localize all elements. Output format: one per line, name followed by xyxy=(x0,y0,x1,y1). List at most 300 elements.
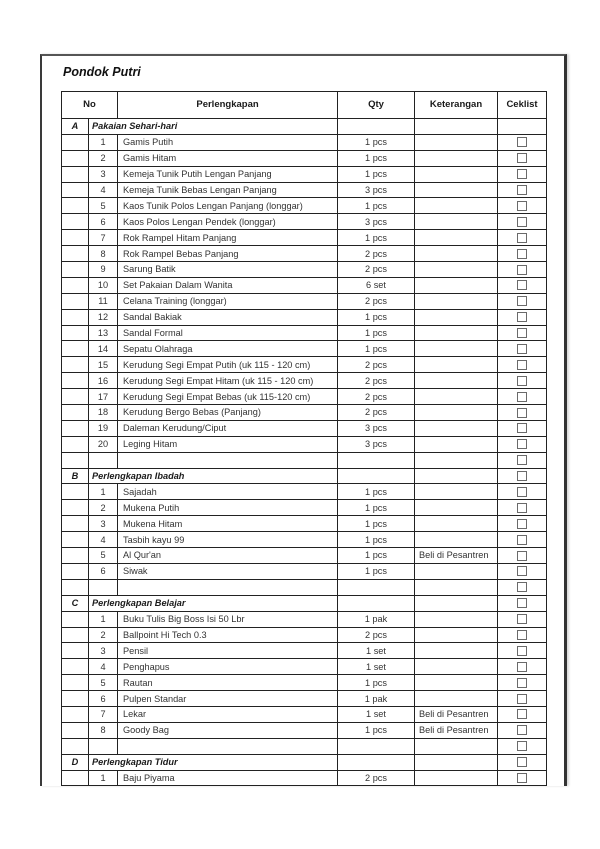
item-checkbox[interactable] xyxy=(517,709,527,719)
blank-cell xyxy=(62,262,89,278)
table-row xyxy=(62,357,547,373)
item-checkbox[interactable] xyxy=(517,439,527,449)
item-note xyxy=(415,436,498,452)
item-number: 19 xyxy=(89,420,118,436)
item-number: 4 xyxy=(89,532,118,548)
item-name: Rautan xyxy=(118,675,338,691)
table-row xyxy=(62,691,547,707)
item-note xyxy=(415,516,498,532)
header-qty: Qty xyxy=(338,92,415,119)
item-number: 2 xyxy=(89,500,118,516)
item-name: Ballpoint Hi Tech 0.3 xyxy=(118,627,338,643)
item-checkbox[interactable] xyxy=(517,423,527,433)
ceklist-cell xyxy=(498,595,547,611)
item-name: Buku Tulis Big Boss Isi 50 Lbr xyxy=(118,611,338,627)
item-name: Sajadah xyxy=(118,484,338,500)
ceklist-cell xyxy=(498,579,547,595)
table-row xyxy=(62,706,547,722)
item-checkbox[interactable] xyxy=(517,694,527,704)
section-letter: B xyxy=(62,468,89,484)
item-qty: 1 pcs xyxy=(338,675,415,691)
empty-cell xyxy=(338,452,415,468)
empty-cell xyxy=(338,579,415,595)
blank-cell xyxy=(62,722,89,738)
item-qty: 3 pcs xyxy=(338,436,415,452)
item-name: Gamis Hitam xyxy=(118,150,338,166)
ceklist-cell xyxy=(498,675,547,691)
item-number: 9 xyxy=(89,262,118,278)
blank-cell xyxy=(62,532,89,548)
item-checkbox[interactable] xyxy=(517,614,527,624)
item-number: 10 xyxy=(89,277,118,293)
table-row xyxy=(62,548,547,564)
empty-row xyxy=(62,738,547,754)
item-note xyxy=(415,373,498,389)
blank-cell xyxy=(62,675,89,691)
ceklist-cell xyxy=(498,468,547,484)
item-checkbox[interactable] xyxy=(517,519,527,529)
item-qty: 1 pcs xyxy=(338,325,415,341)
item-note xyxy=(415,246,498,262)
blank-cell xyxy=(62,198,89,214)
item-qty: 1 pcs xyxy=(338,134,415,150)
blank-cell xyxy=(62,500,89,516)
table-body xyxy=(62,119,547,786)
empty-cell xyxy=(415,579,498,595)
table-row xyxy=(62,611,547,627)
item-checkbox[interactable] xyxy=(517,296,527,306)
note-cell xyxy=(415,595,498,611)
item-number: 14 xyxy=(89,341,118,357)
item-number: 4 xyxy=(89,182,118,198)
item-checkbox[interactable] xyxy=(517,328,527,338)
item-note xyxy=(415,627,498,643)
blank-cell xyxy=(62,325,89,341)
ceklist-cell xyxy=(498,277,547,293)
item-qty: 2 pcs xyxy=(338,389,415,405)
ceklist-cell xyxy=(498,659,547,675)
section-header-row xyxy=(62,119,547,135)
table-row xyxy=(62,770,547,786)
item-name: Siwak xyxy=(118,563,338,579)
ceklist-cell xyxy=(498,325,547,341)
item-name: Sandal Bakiak xyxy=(118,309,338,325)
blank-cell xyxy=(62,516,89,532)
blank-cell xyxy=(62,706,89,722)
item-checkbox[interactable] xyxy=(517,725,527,735)
blank-cell xyxy=(62,373,89,389)
item-name: Sandal Formal xyxy=(118,325,338,341)
item-qty: 2 pcs xyxy=(338,627,415,643)
item-qty: 1 pcs xyxy=(338,230,415,246)
item-qty: 1 pcs xyxy=(338,166,415,182)
item-checkbox[interactable] xyxy=(517,566,527,576)
empty-cell xyxy=(89,738,118,754)
ceklist-cell xyxy=(498,262,547,278)
note-cell xyxy=(415,754,498,770)
item-checkbox[interactable] xyxy=(517,201,527,211)
empty-row xyxy=(62,579,547,595)
blank-cell xyxy=(62,357,89,373)
table-row xyxy=(62,675,547,691)
item-qty: 3 pcs xyxy=(338,214,415,230)
item-note xyxy=(415,389,498,405)
item-qty: 2 pcs xyxy=(338,405,415,421)
item-checkbox[interactable] xyxy=(517,535,527,545)
empty-row-checkbox[interactable] xyxy=(517,582,527,592)
empty-cell xyxy=(62,579,89,595)
item-checkbox[interactable] xyxy=(517,249,527,259)
item-checkbox[interactable] xyxy=(517,169,527,179)
table-row xyxy=(62,150,547,166)
item-number: 3 xyxy=(89,643,118,659)
empty-cell xyxy=(338,738,415,754)
item-qty: 1 pcs xyxy=(338,198,415,214)
ceklist-cell xyxy=(498,627,547,643)
item-note: Beli di Pesantren xyxy=(415,548,498,564)
item-qty: 2 pcs xyxy=(338,770,415,786)
item-note xyxy=(415,262,498,278)
table-row xyxy=(62,230,547,246)
table-row xyxy=(62,166,547,182)
item-number: 4 xyxy=(89,659,118,675)
item-note xyxy=(415,420,498,436)
ceklist-cell xyxy=(498,691,547,707)
ceklist-cell xyxy=(498,373,547,389)
item-note xyxy=(415,357,498,373)
table-row xyxy=(62,563,547,579)
item-name: Gamis Putih xyxy=(118,134,338,150)
item-number: 8 xyxy=(89,246,118,262)
item-name: Rok Rampel Bebas Panjang xyxy=(118,246,338,262)
item-number: 15 xyxy=(89,357,118,373)
table-row xyxy=(62,246,547,262)
item-qty: 2 pcs xyxy=(338,293,415,309)
item-number: 3 xyxy=(89,516,118,532)
table-row xyxy=(62,198,547,214)
empty-row-checkbox[interactable] xyxy=(517,455,527,465)
table-row xyxy=(62,516,547,532)
item-checkbox[interactable] xyxy=(517,217,527,227)
blank-cell xyxy=(62,484,89,500)
blank-cell xyxy=(62,230,89,246)
item-note xyxy=(415,659,498,675)
item-note xyxy=(415,563,498,579)
item-qty: 1 pcs xyxy=(338,150,415,166)
item-checkbox[interactable] xyxy=(517,487,527,497)
item-note xyxy=(415,293,498,309)
item-number: 1 xyxy=(89,770,118,786)
item-checkbox[interactable] xyxy=(517,408,527,418)
item-qty: 1 pcs xyxy=(338,722,415,738)
item-number: 6 xyxy=(89,214,118,230)
header-check: Ceklist xyxy=(498,92,547,119)
item-checkbox[interactable] xyxy=(517,646,527,656)
item-name: Sarung Batik xyxy=(118,262,338,278)
item-checkbox[interactable] xyxy=(517,153,527,163)
item-qty: 1 pcs xyxy=(338,516,415,532)
ceklist-cell xyxy=(498,309,547,325)
section-checkbox[interactable] xyxy=(517,757,527,767)
item-number: 6 xyxy=(89,691,118,707)
ceklist-cell xyxy=(498,563,547,579)
item-number: 8 xyxy=(89,722,118,738)
table-header-row xyxy=(62,92,547,119)
ceklist-cell xyxy=(498,246,547,262)
item-number: 11 xyxy=(89,293,118,309)
empty-cell xyxy=(89,452,118,468)
ceklist-cell xyxy=(498,341,547,357)
empty-cell xyxy=(118,738,338,754)
item-name: Mukena Hitam xyxy=(118,516,338,532)
ceklist-cell xyxy=(498,405,547,421)
document-title: Pondok Putri xyxy=(63,65,141,79)
ceklist-cell xyxy=(498,198,547,214)
item-note xyxy=(415,277,498,293)
table-row xyxy=(62,436,547,452)
ceklist-cell xyxy=(498,532,547,548)
blank-cell xyxy=(62,405,89,421)
ceklist-cell xyxy=(498,770,547,786)
empty-cell xyxy=(415,452,498,468)
item-number: 16 xyxy=(89,373,118,389)
item-number: 5 xyxy=(89,198,118,214)
item-qty: 1 set xyxy=(338,643,415,659)
item-number: 1 xyxy=(89,611,118,627)
item-name: Set Pakaian Dalam Wanita xyxy=(118,277,338,293)
item-name: Daleman Kerudung/Ciput xyxy=(118,420,338,436)
header-no: No xyxy=(62,92,118,119)
ceklist-cell xyxy=(498,611,547,627)
item-number: 6 xyxy=(89,563,118,579)
table-row xyxy=(62,405,547,421)
item-checkbox[interactable] xyxy=(517,137,527,147)
ceklist-cell xyxy=(498,548,547,564)
header-item: Perlengkapan xyxy=(118,92,338,119)
item-qty: 3 pcs xyxy=(338,182,415,198)
item-qty: 1 set xyxy=(338,659,415,675)
item-name: Penghapus xyxy=(118,659,338,675)
ceklist-cell xyxy=(498,293,547,309)
table-row xyxy=(62,373,547,389)
blank-cell xyxy=(62,389,89,405)
item-checkbox[interactable] xyxy=(517,773,527,783)
item-qty: 3 pcs xyxy=(338,420,415,436)
item-name: Celana Training (longgar) xyxy=(118,293,338,309)
item-checkbox[interactable] xyxy=(517,233,527,243)
item-name: Lekar xyxy=(118,706,338,722)
item-checkbox[interactable] xyxy=(517,678,527,688)
section-letter: C xyxy=(62,595,89,611)
empty-cell xyxy=(62,452,89,468)
blank-cell xyxy=(62,770,89,786)
empty-cell xyxy=(118,452,338,468)
table-row xyxy=(62,182,547,198)
item-note xyxy=(415,182,498,198)
item-checkbox[interactable] xyxy=(517,185,527,195)
table-row xyxy=(62,341,547,357)
item-checkbox[interactable] xyxy=(517,503,527,513)
qty-cell xyxy=(338,595,415,611)
table-row xyxy=(62,134,547,150)
checklist-table xyxy=(61,91,547,786)
item-qty: 1 pcs xyxy=(338,484,415,500)
item-note xyxy=(415,675,498,691)
item-checkbox[interactable] xyxy=(517,551,527,561)
item-note xyxy=(415,341,498,357)
item-note: Beli di Pesantren xyxy=(415,722,498,738)
blank-cell xyxy=(62,166,89,182)
item-name: Kerudung Segi Empat Bebas (uk 115-120 cm) xyxy=(118,389,338,405)
item-number: 20 xyxy=(89,436,118,452)
table-row xyxy=(62,420,547,436)
item-note xyxy=(415,198,498,214)
item-number: 1 xyxy=(89,134,118,150)
item-note xyxy=(415,643,498,659)
qty-cell xyxy=(338,119,415,135)
header-note: Keterangan xyxy=(415,92,498,119)
item-number: 13 xyxy=(89,325,118,341)
item-name: Kerudung Bergo Bebas (Panjang) xyxy=(118,405,338,421)
item-note: Beli di Pesantren xyxy=(415,706,498,722)
item-name: Al Qur'an xyxy=(118,548,338,564)
item-number: 2 xyxy=(89,627,118,643)
item-qty: 2 pcs xyxy=(338,373,415,389)
item-name: Leging Hitam xyxy=(118,436,338,452)
item-note xyxy=(415,230,498,246)
blank-cell xyxy=(62,548,89,564)
blank-cell xyxy=(62,341,89,357)
empty-cell xyxy=(89,579,118,595)
blank-cell xyxy=(62,293,89,309)
item-name: Mukena Putih xyxy=(118,500,338,516)
item-name: Pensil xyxy=(118,643,338,659)
item-qty: 2 pcs xyxy=(338,246,415,262)
ceklist-cell xyxy=(498,516,547,532)
section-header-row xyxy=(62,595,547,611)
item-name: Goody Bag xyxy=(118,722,338,738)
item-qty: 1 pcs xyxy=(338,341,415,357)
ceklist-cell xyxy=(498,134,547,150)
ceklist-cell xyxy=(498,436,547,452)
ceklist-cell xyxy=(498,754,547,770)
item-number: 7 xyxy=(89,706,118,722)
item-name: Tasbih kayu 99 xyxy=(118,532,338,548)
item-qty: 1 pcs xyxy=(338,532,415,548)
item-number: 12 xyxy=(89,309,118,325)
blank-cell xyxy=(62,150,89,166)
item-note xyxy=(415,770,498,786)
empty-cell xyxy=(415,738,498,754)
table-row xyxy=(62,500,547,516)
item-qty: 2 pcs xyxy=(338,262,415,278)
section-title: Pakaian Sehari-hari xyxy=(89,119,338,135)
note-cell xyxy=(415,119,498,135)
blank-cell xyxy=(62,134,89,150)
item-number: 17 xyxy=(89,389,118,405)
item-name: Kerudung Segi Empat Hitam (uk 115 - 120 cm) xyxy=(118,373,338,389)
section-header-row xyxy=(62,468,547,484)
item-checkbox[interactable] xyxy=(517,376,527,386)
blank-cell xyxy=(62,246,89,262)
item-name: Rok Rampel Hitam Panjang xyxy=(118,230,338,246)
table-row xyxy=(62,627,547,643)
empty-cell xyxy=(62,738,89,754)
ceklist-cell xyxy=(498,706,547,722)
blank-cell xyxy=(62,436,89,452)
blank-cell xyxy=(62,309,89,325)
section-checkbox[interactable] xyxy=(517,471,527,481)
note-cell xyxy=(415,468,498,484)
blank-cell xyxy=(62,691,89,707)
ceklist-cell xyxy=(498,150,547,166)
ceklist-cell xyxy=(498,738,547,754)
ceklist-cell xyxy=(498,389,547,405)
item-qty: 1 pak xyxy=(338,611,415,627)
blank-cell xyxy=(62,627,89,643)
blank-cell xyxy=(62,563,89,579)
item-checkbox[interactable] xyxy=(517,312,527,322)
item-number: 2 xyxy=(89,150,118,166)
item-note xyxy=(415,150,498,166)
item-qty: 1 pcs xyxy=(338,309,415,325)
item-qty: 1 pcs xyxy=(338,548,415,564)
blank-cell xyxy=(62,277,89,293)
blank-cell xyxy=(62,420,89,436)
item-note xyxy=(415,405,498,421)
table-row xyxy=(62,484,547,500)
ceklist-cell xyxy=(498,357,547,373)
item-checkbox[interactable] xyxy=(517,360,527,370)
item-note xyxy=(415,484,498,500)
ceklist-cell xyxy=(498,182,547,198)
item-qty: 1 pak xyxy=(338,691,415,707)
ceklist-cell xyxy=(498,420,547,436)
ceklist-cell xyxy=(498,230,547,246)
empty-row xyxy=(62,452,547,468)
section-checkbox[interactable] xyxy=(517,598,527,608)
ceklist-cell xyxy=(498,643,547,659)
item-number: 1 xyxy=(89,484,118,500)
ceklist-cell xyxy=(498,722,547,738)
blank-cell xyxy=(62,643,89,659)
table-row xyxy=(62,277,547,293)
item-checkbox[interactable] xyxy=(517,392,527,402)
ceklist-cell xyxy=(498,119,547,135)
item-checkbox[interactable] xyxy=(517,630,527,640)
item-checkbox[interactable] xyxy=(517,265,527,275)
blank-cell xyxy=(62,659,89,675)
table-row xyxy=(62,325,547,341)
item-checkbox[interactable] xyxy=(517,662,527,672)
item-name: Kerudung Segi Empat Putih (uk 115 - 120 cm) xyxy=(118,357,338,373)
item-checkbox[interactable] xyxy=(517,344,527,354)
section-letter: A xyxy=(62,119,89,135)
item-note xyxy=(415,691,498,707)
item-qty: 1 pcs xyxy=(338,563,415,579)
item-name: Kemeja Tunik Bebas Lengan Panjang xyxy=(118,182,338,198)
blank-cell xyxy=(62,214,89,230)
item-number: 5 xyxy=(89,675,118,691)
item-note xyxy=(415,611,498,627)
blank-cell xyxy=(62,611,89,627)
empty-row-checkbox[interactable] xyxy=(517,741,527,751)
item-number: 7 xyxy=(89,230,118,246)
item-qty: 1 pcs xyxy=(338,500,415,516)
section-letter: D xyxy=(62,754,89,770)
item-checkbox[interactable] xyxy=(517,280,527,290)
section-header-row xyxy=(62,754,547,770)
